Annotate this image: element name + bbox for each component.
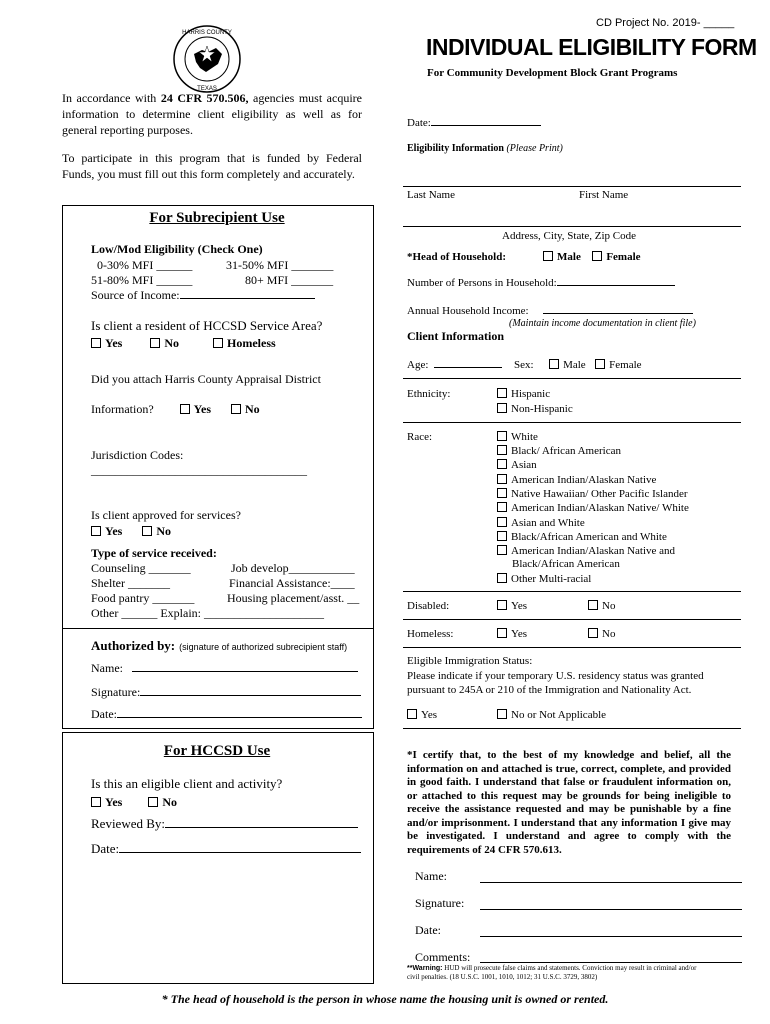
service-food-pantry[interactable]: Food pantry _______ xyxy=(91,591,195,605)
warning-text: **Warning: HUD will prosecute false claims and statements. Conviction may result in criminal and/or civil penalties. (18 U.S.C. 1001, 1010, 1012; 31 U.S.C. 3729, 3802) xyxy=(407,964,697,981)
race-checkbox[interactable] xyxy=(497,502,507,512)
mfi-80-plus[interactable]: 80+ MFI _______ xyxy=(245,273,334,287)
eligible-question: Is this an eligible client and activity? xyxy=(91,776,283,791)
svg-text:TEXAS: TEXAS xyxy=(197,86,217,92)
approved-yes-checkbox[interactable] xyxy=(91,526,101,536)
resident-homeless-checkbox[interactable] xyxy=(213,338,223,348)
appraisal-no-checkbox[interactable] xyxy=(231,404,241,414)
eligible-yes-checkbox[interactable] xyxy=(91,797,101,807)
race-checkbox[interactable] xyxy=(497,531,507,541)
mfi-31-50[interactable]: 31-50% MFI _______ xyxy=(226,258,334,272)
project-number: CD Project No. 2019- _____ xyxy=(596,17,735,29)
sex-row: Sex: Male Female xyxy=(514,359,642,371)
race-option[interactable]: Black/African American and White xyxy=(497,531,667,543)
race-checkbox[interactable] xyxy=(497,431,507,441)
eligibility-info-label: Eligibility Information (Please Print) xyxy=(407,143,563,154)
date-row: Date: xyxy=(407,117,541,129)
race-option[interactable]: Asian xyxy=(497,459,537,471)
authorized-date-field[interactable] xyxy=(117,717,362,718)
disabled-no[interactable]: No xyxy=(588,600,615,612)
certification-text: *I certify that, to the best of my knowledge and belief, all the information on and attached is true, correct, complete, and provided in good faith. I understand that false or fraudulent information on, or attached to this request may be grounds for being ineligible to receive the assistance requested and may be punishable by a fine and/or imprisonment. I understand that any information I give may be investigated. I understand and agree to comply with the requirements of 24 CFR 570.613. xyxy=(407,749,731,856)
immigration-no[interactable]: No or Not Applicable xyxy=(497,709,606,721)
race-option[interactable]: Asian and White xyxy=(497,517,585,529)
homeless-no[interactable]: No xyxy=(588,628,615,640)
cert-signature-field[interactable] xyxy=(480,909,742,910)
divider-disabled xyxy=(403,619,741,620)
authorized-name-row: Name: xyxy=(91,661,358,676)
name-line[interactable] xyxy=(403,186,741,187)
harris-county-seal xyxy=(172,24,242,94)
head-female-checkbox[interactable] xyxy=(592,251,602,261)
hispanic-checkbox[interactable] xyxy=(497,388,507,398)
authorized-divider xyxy=(62,628,373,629)
reviewed-by-row: Reviewed By: xyxy=(91,816,358,832)
homeless-yes[interactable]: Yes xyxy=(497,628,527,640)
cert-date-label: Date: xyxy=(415,923,441,937)
authorized-name-field[interactable] xyxy=(132,671,358,672)
mfi-0-30[interactable]: 0-30% MFI ______ xyxy=(97,258,193,272)
head-of-household-label: *Head of Household: xyxy=(407,251,507,263)
intro-paragraph-1: In accordance with 24 CFR 570.506, agencies must acquire information to determine client eligibility as well as for general reporting purposes. xyxy=(62,91,362,137)
income-note: (Maintain income documentation in client file) xyxy=(509,318,696,329)
comments-label: Comments: xyxy=(415,950,471,964)
approved-no-checkbox[interactable] xyxy=(142,526,152,536)
ethnicity-non-hispanic[interactable]: Non-Hispanic xyxy=(497,403,573,415)
source-of-income: Source of Income: xyxy=(91,288,315,303)
divider-age xyxy=(403,378,741,379)
resident-options: Yes No Homeless xyxy=(91,336,276,351)
resident-yes-checkbox[interactable] xyxy=(91,338,101,348)
service-other[interactable]: Other ______ Explain: ____________________ xyxy=(91,606,324,620)
divider-ethnicity xyxy=(403,422,741,423)
footer-note: * The head of household is the person in whose name the housing unit is owned or rented. xyxy=(161,992,609,1006)
race-option[interactable]: American Indian/Alaskan Native xyxy=(497,474,656,486)
race-option[interactable]: Other Multi-racial xyxy=(497,573,591,585)
date-field[interactable] xyxy=(431,125,541,126)
source-income-field[interactable] xyxy=(180,298,315,299)
disabled-label: Disabled: xyxy=(407,600,450,612)
homeless-yes-checkbox[interactable] xyxy=(497,628,507,638)
jurisdiction-codes-label: Jurisdiction Codes: xyxy=(91,448,184,462)
immigration-yes-checkbox[interactable] xyxy=(407,709,417,719)
service-financial[interactable]: Financial Assistance:____ xyxy=(229,576,355,590)
hccsd-date-field[interactable] xyxy=(119,852,361,853)
appraisal-yes-checkbox[interactable] xyxy=(180,404,190,414)
immigration-no-checkbox[interactable] xyxy=(497,709,507,719)
immigration-status-text: Please indicate if your temporary U.S. residency status was granted pursuant to 245A or 210 of the Immigration and Nationality Act. xyxy=(407,670,704,696)
form-subtitle: For Community Development Block Grant Programs xyxy=(427,67,678,79)
eligible-options: Yes No xyxy=(91,795,177,810)
divider-race xyxy=(403,591,741,592)
ethnicity-hispanic[interactable]: Hispanic xyxy=(497,388,550,400)
approved-question: Is client approved for services? xyxy=(91,508,241,522)
race-checkbox[interactable] xyxy=(497,445,507,455)
race-label: Race: xyxy=(407,431,433,443)
head-of-household-options: Male Female xyxy=(543,251,641,263)
disabled-yes-checkbox[interactable] xyxy=(497,600,507,610)
client-info-heading: Client Information xyxy=(407,329,504,343)
svg-text:HARRIS COUNTY: HARRIS COUNTY xyxy=(182,30,232,36)
sex-female-checkbox[interactable] xyxy=(595,359,605,369)
race-checkbox[interactable] xyxy=(497,474,507,484)
cert-name-field[interactable] xyxy=(480,882,742,883)
race-option[interactable]: American Indian/Alaskan Native and xyxy=(497,545,675,557)
resident-question: Is client a resident of HCCSD Service Area? xyxy=(91,318,323,333)
authorized-signature-field[interactable] xyxy=(140,695,361,696)
race-checkbox[interactable] xyxy=(497,459,507,469)
race-option-continued: Black/African American xyxy=(512,558,620,570)
service-counseling[interactable]: Counseling _______ xyxy=(91,561,191,575)
cert-name-label: Name: xyxy=(415,869,447,883)
approved-options: Yes No xyxy=(91,524,171,539)
homeless-no-checkbox[interactable] xyxy=(588,628,598,638)
sex-male-checkbox[interactable] xyxy=(549,359,559,369)
lowmod-title: Low/Mod Eligibility (Check One) xyxy=(91,242,263,256)
cert-date-field[interactable] xyxy=(480,936,742,937)
authorized-signature-row: Signature: xyxy=(91,685,361,700)
last-name-label: Last Name xyxy=(407,189,455,201)
immigration-status-label: Eligible Immigration Status: xyxy=(407,655,533,667)
resident-no-checkbox[interactable] xyxy=(150,338,160,348)
eligible-no-checkbox[interactable] xyxy=(148,797,158,807)
appraisal-options: Information? Yes No xyxy=(91,402,260,416)
mfi-51-80[interactable]: 51-80% MFI ______ xyxy=(91,273,193,287)
head-male-checkbox[interactable] xyxy=(543,251,553,261)
race-option[interactable]: American Indian/Alaskan Native/ White xyxy=(497,502,689,514)
race-option[interactable]: Black/ African American xyxy=(497,445,621,457)
service-job-develop[interactable]: Job develop___________ xyxy=(231,561,355,575)
hccsd-box xyxy=(62,732,374,984)
annual-income-field[interactable] xyxy=(543,313,693,314)
race-checkbox[interactable] xyxy=(497,488,507,498)
immigration-yes[interactable]: Yes xyxy=(407,709,437,721)
subrecipient-heading: For Subrecipient Use xyxy=(149,210,285,226)
non-hispanic-checkbox[interactable] xyxy=(497,403,507,413)
num-persons-field[interactable] xyxy=(557,285,675,286)
intro-paragraph-2: To participate in this program that is funded by Federal Funds, you must fill out this form completely and accurately. xyxy=(62,151,362,181)
authorized-date-row: Date: xyxy=(91,707,362,722)
jurisdiction-codes-field[interactable]: ____________________________________ xyxy=(91,463,307,477)
race-option[interactable]: White xyxy=(497,431,538,443)
hccsd-heading: For HCCSD Use xyxy=(163,743,271,759)
comments-field[interactable] xyxy=(480,962,742,963)
race-option[interactable]: Native Hawaiian/ Other Pacific Islander xyxy=(497,488,688,500)
disabled-no-checkbox[interactable] xyxy=(588,600,598,610)
divider-immigration xyxy=(403,728,741,729)
homeless-label: Homeless: xyxy=(407,628,454,640)
age-field[interactable] xyxy=(434,367,502,368)
appraisal-question: Did you attach Harris County Appraisal District xyxy=(91,372,321,386)
reviewed-by-field[interactable] xyxy=(165,827,358,828)
service-type-title: Type of service received: xyxy=(91,546,217,560)
first-name-label: First Name xyxy=(579,189,629,201)
form-title: INDIVIDUAL ELIGIBILITY FORM xyxy=(426,34,757,60)
address-label: Address, City, State, Zip Code xyxy=(502,230,637,242)
annual-income-row: Annual Household Income: xyxy=(407,305,693,317)
race-checkbox[interactable] xyxy=(497,545,507,555)
race-checkbox[interactable] xyxy=(497,573,507,583)
age-row: Age: xyxy=(407,359,502,371)
hccsd-date-row: Date: xyxy=(91,841,361,857)
num-persons-row: Number of Persons in Household: xyxy=(407,277,675,289)
race-checkbox[interactable] xyxy=(497,517,507,527)
disabled-yes[interactable]: Yes xyxy=(497,600,527,612)
address-line[interactable] xyxy=(403,226,741,227)
cert-signature-label: Signature: xyxy=(415,896,465,910)
authorized-by-row: Authorized by: (signature of authorized subrecipient staff) xyxy=(91,638,348,653)
service-housing-placement[interactable]: Housing placement/asst. __ xyxy=(227,591,360,605)
service-shelter[interactable]: Shelter _______ xyxy=(91,576,170,590)
ethnicity-label: Ethnicity: xyxy=(407,388,451,400)
divider-homeless xyxy=(403,647,741,648)
